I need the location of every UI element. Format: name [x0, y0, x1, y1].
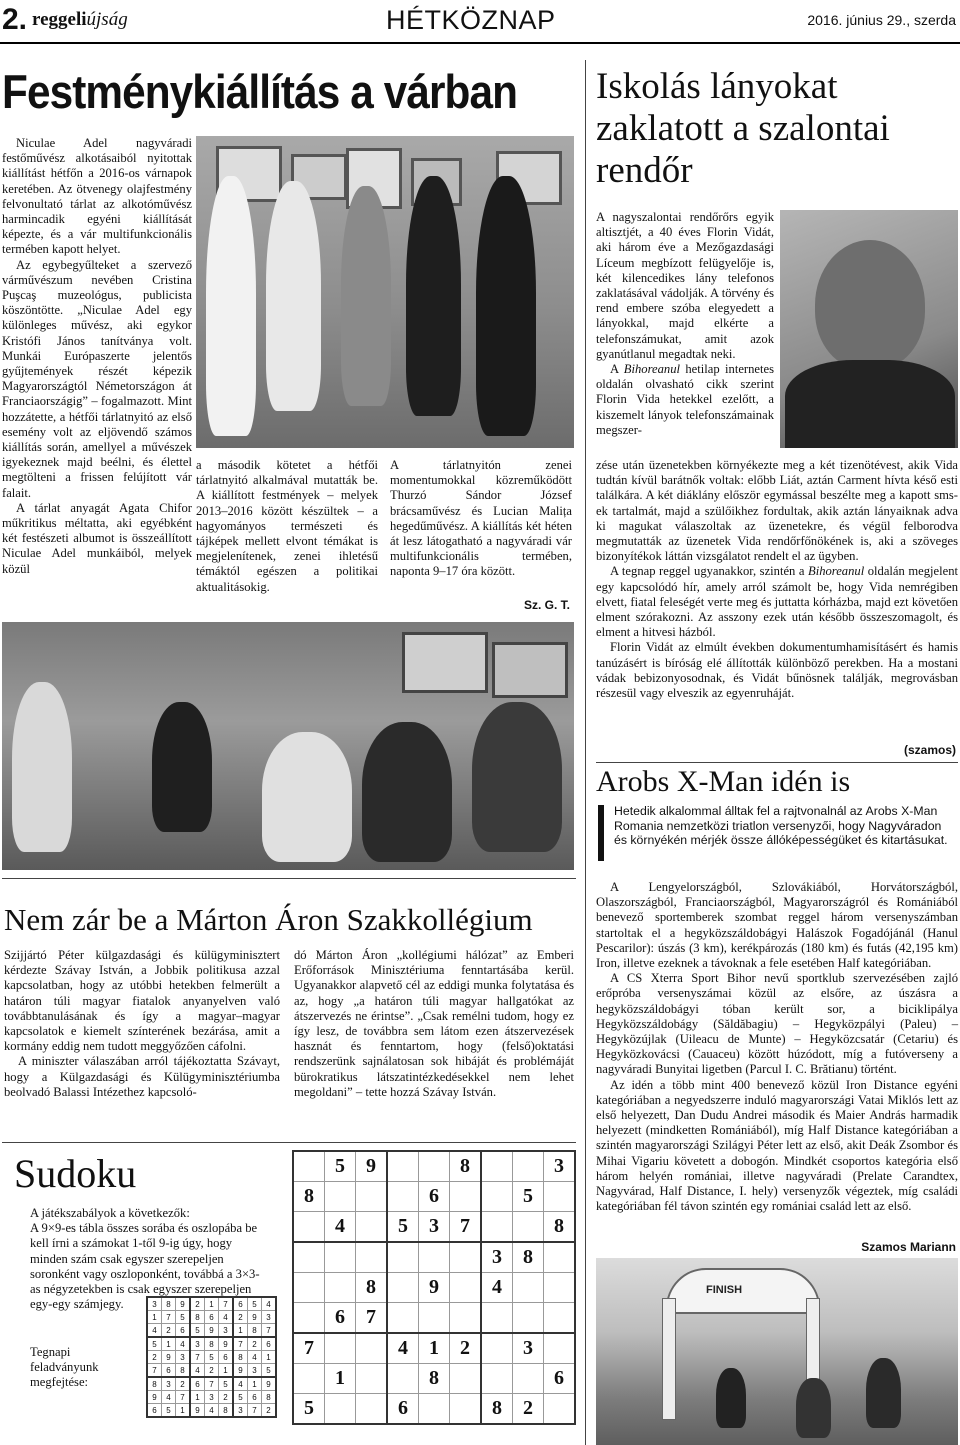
sudoku-cell — [481, 1212, 513, 1243]
sudoku-cell: 1 — [419, 1333, 450, 1364]
article3-lead-marker — [598, 805, 604, 861]
sudoku-title: Sudoku — [14, 1151, 137, 1196]
article1-para: Az egybegyűlteket a szervező várművészum nevében Cristina Puşcaş muzeológus, publicista köszöntötte. „Niculae Adel egy különleges művész, aki egykor Kristófi János tanítványa volt. Munkái Európaszerte jelentős gyűjtemények részét képezik Magyarországtól Németországon át Franciaországig” – fogalmazott. Mint hozzátette, a hétfői tárlatnyitó az első esemény volt az eljövendő számos kiállítás során, amellyel a művészek igyekeznek majd beélni, és élettel megtölteni a frissen felújított vár falait. — [2, 257, 192, 500]
sudoku-cell: 7 — [356, 1303, 388, 1334]
solution-cell: 5 — [248, 1297, 262, 1311]
sudoku-cell — [293, 1364, 325, 1394]
section-rule — [2, 1142, 576, 1143]
page-number: 2. — [2, 3, 28, 36]
solution-cell: 3 — [262, 1311, 277, 1324]
solution-cell: 7 — [219, 1297, 234, 1311]
brand-logo — [32, 8, 128, 32]
solution-cell: 2 — [205, 1364, 219, 1378]
solution-cell: 6 — [162, 1364, 176, 1378]
article1-col2: a második kötetet a hétfői tárlatnyitó alkalmával mutatták be. A kiállított festmények – melyek 2013–2016 között készültek – a hagyományos természeti és tájképek mellett elvont témákat is megjelenítenek, zenei ihletésű témáktól egészen a politikai aktualitásokig. — [196, 458, 378, 594]
solution-cell: 6 — [248, 1391, 262, 1404]
section-rule — [2, 878, 576, 879]
solution-cell: 7 — [176, 1391, 191, 1404]
solution-cell: 3 — [176, 1351, 191, 1364]
solution-cell: 4 — [190, 1364, 205, 1378]
solution-cell: 4 — [262, 1297, 277, 1311]
solution-cell: 3 — [233, 1404, 248, 1418]
solution-cell: 4 — [176, 1337, 191, 1351]
brand-bold: újság — [86, 9, 128, 30]
sudoku-cell — [293, 1303, 325, 1334]
solution-cell: 1 — [205, 1297, 219, 1311]
article1-col1 — [2, 136, 192, 577]
sudoku-row — [147, 1337, 276, 1351]
sudoku-cell: 8 — [513, 1242, 544, 1273]
sudoku-cell: 6 — [544, 1364, 576, 1394]
sudoku-cell — [450, 1364, 482, 1394]
article2-title: Iskolás lányokat zaklatott a szalontai rendőr — [596, 66, 890, 191]
finish-banner: FINISH — [706, 1284, 743, 1296]
solution-cell: 6 — [190, 1377, 205, 1391]
solution-cell: 9 — [262, 1377, 277, 1391]
sudoku-cell — [293, 1151, 325, 1182]
article3-para: Az idén a több mint 400 benevező közül Iron Distance egyéni kategóriában a negyedszerre induló magyarországi Vatai Miklós lett az első helyezett, Dan Dudu Andrei második és Maier András harmadik helyezett (mindketten Romániából), míg Half Distance kategóriában a szintén magyarországi Szilágyi Péter lett az első, akit Deák Zsombor és Mihai Vigariu követett a dobogón. Mindkét csoportos kategória első három helyén romániai, illetve nagyváradi (Prelate Carandtex, Nagyvárad, Half Distance, I. hely) versenyzők végeztek, míg családi kategóriában fél távon szintén egy romániai család lett az első. — [596, 1077, 958, 1214]
solution-cell: 7 — [262, 1324, 277, 1338]
sudoku-row — [293, 1182, 575, 1212]
sudoku-cell: 3 — [419, 1212, 450, 1243]
solution-cell: 7 — [248, 1404, 262, 1418]
solution-cell: 1 — [233, 1324, 248, 1338]
sudoku-row — [293, 1242, 575, 1273]
sudoku-row — [293, 1333, 575, 1364]
sudoku-row — [293, 1151, 575, 1182]
rules-text: A 9×9-es tábla összes sorába és oszlopába be kell írni a számokat 1-től 9-ig úgy, hogy minden szám csak egyszer szerepeljen soronként vagy oszloponként, továbbá a 3×3-as négyzetekben is csak egyszer szerepeljen egy-egy számjegy. — [30, 1221, 260, 1312]
sudoku-cell — [419, 1151, 450, 1182]
article2-para — [596, 564, 958, 640]
sudoku-row — [147, 1311, 276, 1324]
sudoku-row — [147, 1364, 276, 1378]
solution-cell: 9 — [162, 1351, 176, 1364]
solution-cell: 2 — [190, 1297, 205, 1311]
sudoku-cell — [513, 1303, 544, 1334]
solution-cell: 5 — [147, 1337, 162, 1351]
article4-col2: dó Márton Áron „kollégiumi hálózat” az Emberi Erőforrások Minisztériuma fenntartásába kerül. Ugyanakkor alapvető cél az eddigi munka folytatása és az, hogy „a határon túli magyar hallgatókat az átszervezés ne érintse”. „Csak remélni tudom, hogy ez így lesz, de továbbra sem látom ezen átszervezések hasznát és fenntartom, hogy (felső)oktatási rendszerünk sajnálatosan sok hibáját és problémáját bürokratikus látszatintézkedésekkel nem lehet megoldani” – tette hozzá Szávay István. — [294, 948, 574, 1099]
sudoku-cell — [513, 1273, 544, 1303]
article2-italic: Bihoreanul — [623, 362, 680, 377]
article4-title: Nem zár be a Márton Áron Szakkollégium — [4, 902, 533, 937]
solution-cell: 9 — [147, 1391, 162, 1404]
article2-para: A nagyszalontai rendőrőrs egyik altisztjét, a 40 éves Florin Vidát, aki három éve a Mezőgazdasági Líceum megbízott felügyelője is, két kilencedikes lány telefonos zaklatásával vádolják. A törvény és rend embere szóba elegyedett a lányokkal, majd elkérte a telefonszámukat, amit azok gyanútlanul megadtak neki. — [596, 210, 774, 361]
article2-text: hetilap internetes oldalán olvasható cikk szerint Florin Vida hetekkel ezelőtt, a kiszemelt lányok telefonszámainak megszer- — [596, 362, 774, 437]
sudoku-cell: 4 — [387, 1333, 419, 1364]
sudoku-cell: 8 — [356, 1273, 388, 1303]
solution-cell: 2 — [219, 1391, 234, 1404]
issue-date: 2016. június 29., szerda — [807, 12, 956, 28]
sudoku-cell — [387, 1182, 419, 1212]
solution-cell: 8 — [219, 1404, 234, 1418]
sudoku-cell — [419, 1303, 450, 1334]
sudoku-cell — [387, 1273, 419, 1303]
sudoku-cell: 6 — [325, 1303, 356, 1334]
sudoku-row — [147, 1404, 276, 1418]
solution-cell: 1 — [176, 1404, 191, 1418]
solution-cell: 4 — [205, 1404, 219, 1418]
solution-cell: 2 — [248, 1337, 262, 1351]
sudoku-cell — [356, 1242, 388, 1273]
sudoku-cell — [450, 1303, 482, 1334]
article1-para: Niculae Adel nagyváradi festőművész alkotásaiból nyitottak kiállítást hétfőn a 2016-os várnapok keretében. Az ötvenegy olajfestmény felvonultató tárlat az alkotóművész harmincadik egyéni kiállítását képezte, és a vár multifunkcionális termében kapott helyet. — [2, 136, 192, 257]
solution-cell: 5 — [205, 1351, 219, 1364]
solution-cell: 1 — [219, 1364, 234, 1378]
solution-cell: 2 — [176, 1377, 191, 1391]
sudoku-cell — [325, 1242, 356, 1273]
portrait-photo — [780, 210, 958, 448]
article2-para: zése után üzenetekben környékezte meg a két tizenötévest, akik Vida tudtán kívül barátnők voltak: előbb Liát, aztán Carment hívta késő esti találkára. A két diáklány először egymással beszélte meg a kapott sms-ek tartalmát, majd a szülőikhez fordultak, akik aztán lányaiknak adva ki magukat válaszoltak az üzenetekre, és végül felborodva megmutatták az üzenetek Vida rendőrfőnökének is, aki a szöveges bizonyítékok láttán vizsgálatot rendelt el az ügyben. — [596, 458, 958, 564]
solution-cell: 9 — [248, 1311, 262, 1324]
race-photo — [596, 1258, 958, 1445]
page-header — [0, 0, 960, 44]
section-label: HÉTKÖZNAP — [386, 5, 556, 35]
sudoku-cell: 3 — [481, 1242, 513, 1273]
sudoku-row — [293, 1212, 575, 1243]
solution-cell: 9 — [190, 1404, 205, 1418]
sudoku-cell — [293, 1242, 325, 1273]
article1-title: Festménykiállítás a várban — [2, 65, 518, 118]
solution-cell: 7 — [205, 1377, 219, 1391]
sudoku-row — [147, 1377, 276, 1391]
sudoku-cell — [513, 1364, 544, 1394]
sudoku-cell — [513, 1151, 544, 1182]
sudoku-cell — [293, 1212, 325, 1243]
sudoku-cell — [544, 1182, 576, 1212]
sudoku-cell — [450, 1242, 482, 1273]
sudoku-table — [292, 1150, 576, 1425]
solution-cell: 2 — [233, 1311, 248, 1324]
sudoku-cell — [544, 1394, 576, 1425]
sudoku-cell: 5 — [293, 1394, 325, 1425]
article2-text: A tegnap reggel ugyanakkor, szintén a — [610, 564, 808, 579]
sudoku-cell — [356, 1212, 388, 1243]
sudoku-cell — [450, 1182, 482, 1212]
sudoku-cell — [387, 1151, 419, 1182]
audience-photo — [2, 622, 574, 870]
solution-cell: 9 — [233, 1364, 248, 1378]
sudoku-row — [293, 1273, 575, 1303]
solution-cell: 6 — [176, 1324, 191, 1338]
solution-cell: 8 — [147, 1377, 162, 1391]
solution-cell: 1 — [248, 1377, 262, 1391]
solution-cell: 4 — [219, 1311, 234, 1324]
sudoku-row — [293, 1303, 575, 1334]
sudoku-row — [293, 1364, 575, 1394]
sudoku-grid — [292, 1150, 576, 1425]
solution-cell: 3 — [190, 1337, 205, 1351]
sudoku-cell: 9 — [419, 1273, 450, 1303]
solution-cell: 3 — [219, 1324, 234, 1338]
solution-cell: 2 — [162, 1324, 176, 1338]
solution-cell: 6 — [233, 1297, 248, 1311]
solution-cell: 4 — [233, 1377, 248, 1391]
sudoku-cell — [325, 1394, 356, 1425]
article2-wrapped — [596, 210, 774, 438]
sudoku-cell: 4 — [325, 1212, 356, 1243]
article2-para — [596, 362, 774, 438]
rules-heading: A játékszabályok a következők: — [30, 1206, 190, 1220]
solution-cell: 3 — [205, 1391, 219, 1404]
solution-cell: 6 — [219, 1351, 234, 1364]
section-rule — [596, 762, 958, 763]
sudoku-cell — [481, 1364, 513, 1394]
solution-cell: 8 — [162, 1297, 176, 1311]
sudoku-cell — [356, 1333, 388, 1364]
sudoku-cell: 6 — [387, 1394, 419, 1425]
sudoku-cell: 5 — [387, 1212, 419, 1243]
sudoku-cell — [481, 1151, 513, 1182]
article3-title: Arobs X-Man idén is — [596, 765, 851, 798]
sudoku-cell — [513, 1212, 544, 1243]
sudoku-cell — [450, 1394, 482, 1425]
solution-cell: 7 — [190, 1351, 205, 1364]
article1-para: A tárlat anyagát Agata Chifor műkritikus méltatta, aki egyébként két festészeti albumot is összeállított Niculae Adel munkáiból, melyek közül — [2, 500, 192, 576]
column-rule — [585, 60, 586, 1445]
article2-text: oldalán megjelent egy kapcsolódó hír, amely arról számolt be, hogy Vida nemrégiben elvett, fiatal feleségét verte meg és juttatta kórházba, majd ezt követően elment szórakozni. Az asszony ezek után később összeszomagolt, és elment a hitvesi házból. — [596, 564, 958, 640]
solution-table — [146, 1296, 277, 1418]
sudoku-cell — [481, 1182, 513, 1212]
sudoku-row — [147, 1351, 276, 1364]
sudoku-cell — [544, 1333, 576, 1364]
sudoku-cell — [356, 1394, 388, 1425]
solution-cell: 8 — [176, 1364, 191, 1378]
solution-cell: 3 — [147, 1297, 162, 1311]
sudoku-cell — [293, 1273, 325, 1303]
sudoku-cell — [325, 1273, 356, 1303]
solution-cell: 1 — [162, 1337, 176, 1351]
sudoku-cell — [481, 1333, 513, 1364]
article4-col1 — [4, 948, 280, 1100]
solution-cell: 5 — [176, 1311, 191, 1324]
sudoku-cell: 5 — [513, 1182, 544, 1212]
solution-cell: 8 — [262, 1391, 277, 1404]
sudoku-cell: 2 — [450, 1333, 482, 1364]
solution-cell: 3 — [248, 1364, 262, 1378]
solution-cell: 7 — [162, 1311, 176, 1324]
solution-label: Tegnapi feladványunk megfejtése: — [30, 1345, 99, 1390]
solution-cell: 8 — [190, 1311, 205, 1324]
sudoku-cell — [325, 1333, 356, 1364]
sudoku-cell: 2 — [513, 1394, 544, 1425]
sudoku-cell — [544, 1303, 576, 1334]
sudoku-cell — [387, 1364, 419, 1394]
sudoku-cell — [356, 1182, 388, 1212]
article1-signature: Sz. G. T. — [523, 598, 570, 612]
sudoku-cell: 4 — [481, 1273, 513, 1303]
article2-signature: (szamos) — [903, 743, 956, 757]
solution-cell: 1 — [190, 1391, 205, 1404]
solution-cell: 9 — [176, 1297, 191, 1311]
header-rule — [0, 42, 960, 44]
article3-para: A CS Xterra Sport Bihor nevű sportklub szervezésében zajló erőpróba versenyszámai közül az elsőre, az úszásra a hegyközszáldobágyi tóban került sor, a biciklipálya Hegyközszáldobágy (Săldăbagiu) – Hegyközpályi (Paleu) – Hegyközújlak (Uileacu de Munte) – Hegyközcsatár (Cetariu) és Hegyközkovácsi (Cauaceu) között húzódott, míg a futóverseny a nagyváradi Bunyitai ligetben (Parcul I. C. Brătianu) történt. — [596, 971, 958, 1077]
solution-cell: 2 — [147, 1351, 162, 1364]
sudoku-cell: 8 — [450, 1151, 482, 1182]
sudoku-cell — [356, 1364, 388, 1394]
sudoku-cell: 3 — [544, 1151, 576, 1182]
sudoku-cell: 3 — [513, 1333, 544, 1364]
article4-para: A miniszter válaszában arról tájékoztatta Szávayt, hogy a Külgazdasági és Külügyminisztériumba beolvadó Balassi Intézethez kapcsoló- — [4, 1054, 280, 1099]
article2-continued — [596, 458, 958, 701]
solution-grid — [146, 1296, 277, 1418]
exhibition-photo — [196, 136, 574, 448]
article2-italic: Bihoreanul — [808, 564, 865, 579]
sudoku-cell: 9 — [356, 1151, 388, 1182]
sudoku-row — [147, 1324, 276, 1338]
sudoku-cell — [419, 1242, 450, 1273]
solution-cell: 1 — [262, 1351, 277, 1364]
article1-col3: A tárlatnyitón zenei momentumokkal közreműködött Thurzó Sándor József brácsaművész és Lucian Malița hegedűművész. A kiállítás két héten át lesz látogatható a nagyváradi vár multifunkcionális termében, naponta 9–17 óra között. — [390, 458, 572, 579]
article3-para: A Lengyelországból, Szlovákiából, Horvátországból, Olaszországból, Franciaországból, Magyarországról és Romániából benevező sportemberek szombat reggel három versenyszámban startoltak el a hegyközszáldobágyi Halászok Fogadójánál (Hanul Pescarilor): úszás (3 km), kerékpározás (180 km) és futás (42,195 km) Iron, illetve ezeknek a távoknak a fele esetében Half kategóriában. — [596, 880, 958, 971]
solution-cell: 5 — [262, 1364, 277, 1378]
sudoku-cell: 8 — [419, 1364, 450, 1394]
sudoku-cell — [325, 1182, 356, 1212]
sudoku-cell — [544, 1273, 576, 1303]
sudoku-row — [293, 1394, 575, 1425]
sudoku-cell — [544, 1242, 576, 1273]
solution-cell: 4 — [147, 1324, 162, 1338]
solution-cell: 8 — [205, 1337, 219, 1351]
solution-cell: 5 — [162, 1404, 176, 1418]
sudoku-cell: 1 — [325, 1364, 356, 1394]
solution-cell: 5 — [219, 1377, 234, 1391]
solution-cell: 8 — [248, 1324, 262, 1338]
solution-cell: 8 — [233, 1351, 248, 1364]
sudoku-cell: 7 — [293, 1333, 325, 1364]
sudoku-cell — [387, 1242, 419, 1273]
sudoku-cell: 8 — [293, 1182, 325, 1212]
article2-text: A — [610, 362, 624, 377]
article2-para: Florin Vidát az elmúlt években dokumentumhamisításért és hamis tanúzásért is bíróság elé állították különböző perekben. Ha a mostani vádak bebizonyosodnak, és Vidát bűnösnek találják, megrovásban részesül vagy elveszik az egyenruháját. — [596, 640, 958, 701]
solution-cell: 6 — [262, 1337, 277, 1351]
solution-cell: 2 — [262, 1404, 277, 1418]
sudoku-cell — [387, 1303, 419, 1334]
solution-cell: 7 — [233, 1337, 248, 1351]
brand-regular: reggeli — [32, 9, 87, 30]
sudoku-cell: 6 — [419, 1182, 450, 1212]
solution-cell: 4 — [248, 1351, 262, 1364]
solution-cell: 6 — [147, 1404, 162, 1418]
solution-cell: 9 — [205, 1324, 219, 1338]
sudoku-cell: 7 — [450, 1212, 482, 1243]
sudoku-row — [147, 1297, 276, 1311]
sudoku-cell — [450, 1273, 482, 1303]
sudoku-cell — [419, 1394, 450, 1425]
sudoku-cell — [481, 1303, 513, 1334]
sudoku-cell: 8 — [481, 1394, 513, 1425]
sudoku-cell: 8 — [544, 1212, 576, 1243]
article3-signature: Szamos Mariann — [861, 1240, 956, 1254]
solution-cell: 5 — [233, 1391, 248, 1404]
solution-cell: 6 — [205, 1311, 219, 1324]
solution-cell: 7 — [147, 1364, 162, 1378]
solution-cell: 9 — [219, 1337, 234, 1351]
solution-cell: 1 — [147, 1311, 162, 1324]
solution-cell: 5 — [190, 1324, 205, 1338]
sudoku-cell: 5 — [325, 1151, 356, 1182]
article4-para: Szijjártó Péter külgazdasági és külügyminisztert kérdezte Szávay István, a Jobbik politikusa azzal kapcsolatban, hogy az utóbbi hetekben felmerült a határon túli magyar fiatalok anyanyelven való továbbtanulásának és így a magyar–magyar kapcsolatok e kiemelt színterének bezárása, amit a kormány eddig nem tudott meggyőzően cáfolni. — [4, 948, 280, 1054]
article3-body — [596, 880, 958, 1214]
article3-lead: Hetedik alkalommal álltak fel a rajtvonalnál az Arobs X-Man Romania nemzetközi triatlon versenyzői, hogy Nagyváradon és környékén mérjék össze állóképességüket és kitartásukat. — [614, 804, 948, 847]
solution-cell: 4 — [162, 1391, 176, 1404]
solution-cell: 3 — [162, 1377, 176, 1391]
sudoku-row — [147, 1391, 276, 1404]
